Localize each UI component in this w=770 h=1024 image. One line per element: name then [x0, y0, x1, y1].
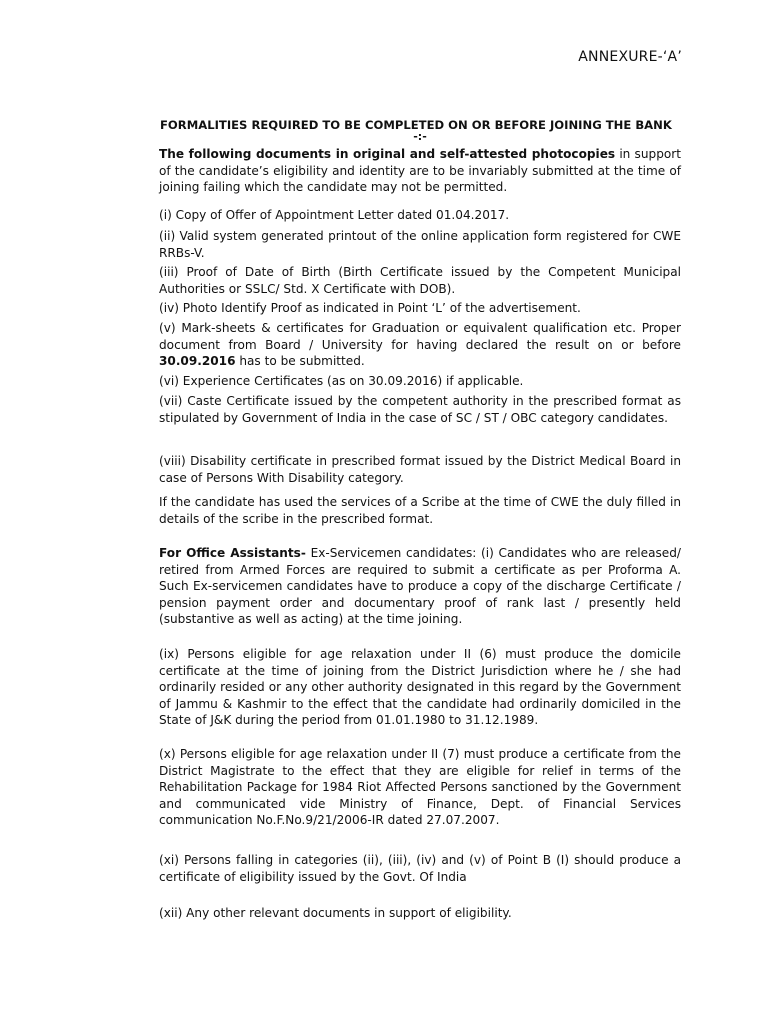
scribe-paragraph: If the candidate has used the services of a Scribe at the time of CWE the duly filled in details of the scribe in the prescribed format. [159, 495, 681, 526]
item-iv: (iv) Photo Identify Proof as indicated in Point ‘L’ of the advertisement. [159, 301, 581, 315]
intro-paragraph [159, 146, 681, 196]
document-heading: FORMALITIES REQUIRED TO BE COMPLETED ON OR BEFORE JOINING THE BANK [160, 118, 672, 132]
item-vii: (vii) Caste Certificate issued by the competent authority in the prescribed format as stipulated by Government of India in the case of SC / ST / OBC category candidates. [159, 394, 681, 425]
item-i: (i) Copy of Offer of Appointment Letter dated 01.04.2017. [159, 208, 510, 222]
item-v [159, 320, 681, 370]
item-v-text: (v) Mark-sheets & certificates for Graduation or equivalent qualification etc. Proper document from Board / University for having declared the result on or before [159, 321, 681, 352]
item-viii: (viii) Disability certificate in prescribed format issued by the District Medical Board in case of Persons With Disability category. [159, 454, 681, 485]
item-v-text-end: has to be submitted. [235, 354, 365, 369]
item-ii: (ii) Valid system generated printout of the online application form registered for CWE RRBs-V. [159, 229, 681, 260]
item-vi: (vi) Experience Certificates (as on 30.09.2016) if applicable. [159, 374, 524, 388]
item-xi: (xi) Persons falling in categories (ii), (iii), (iv) and (v) of Point B (I) should produce a certificate of eligibility issued by the Govt. Of India [159, 853, 681, 884]
item-xii: (xii) Any other relevant documents in support of eligibility. [159, 906, 512, 920]
item-ix: (ix) Persons eligible for age relaxation under II (6) must produce the domicile certificate at the time of joining from the District Jurisdiction where he / she had ordinarily resided or any other authority designated in this regard by the Government of Jammu & Kashmir to the effect that the candidate had ordinarily domiciled in the State of J&K during the period from 01.01.1980 to 31.12.1989. [159, 647, 681, 728]
item-v-date: 30.09.2016 [159, 354, 236, 369]
office-assistants-text: Ex-Servicemen candidates: (i) Candidates who are released/ retired from Armed Forces are required to submit a certificate as per Proforma A. Such Ex-servicemen candidates have to produce a copy of the discharge Certificate / pension payment order and documentary proof of rank last / presently held (substantive as well as acting) at the time joining. [159, 546, 681, 627]
annexure-label: ANNEXURE-‘A’ [578, 49, 682, 65]
heading-separator: -:- [413, 130, 427, 143]
intro-bold-text: The following documents in original and self-attested photocopies [159, 147, 616, 161]
intro-text: in support of the candidate’s eligibility and identity are to be invariably submitted at the time of joining failing which the candidate may not be permitted. [159, 147, 681, 195]
item-x: (x) Persons eligible for age relaxation under II (7) must produce a certificate from the District Magistrate to the effect that they are eligible for relief in terms of the Rehabilitation Package for 1984 Riot Affected Persons sanctioned by the Government and communicated vide Ministry of Finance, Dept. of Financial Services communication No.F.No.9/21/2006-IR dated 27.07.2007. [159, 747, 681, 828]
office-assistants-paragraph [159, 545, 681, 628]
office-assistants-heading: For Office Assistants- [159, 546, 306, 560]
item-iii: (iii) Proof of Date of Birth (Birth Certificate issued by the Competent Municipal Authorities or SSLC/ Std. X Certificate with DOB). [159, 265, 681, 296]
